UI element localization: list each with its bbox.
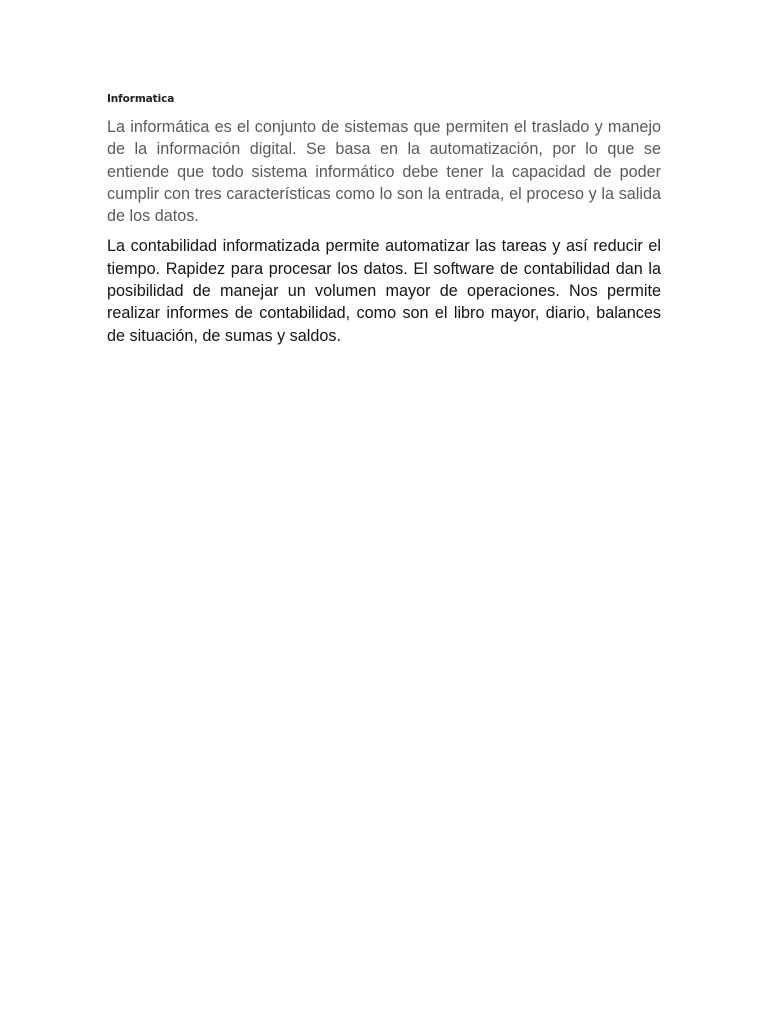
document-title: Informatica: [107, 93, 175, 105]
paragraph-contabilidad: La contabilidad informatizada permite automatizar las tareas y así reducir el tiempo. Rapidez para procesar los datos. El software de contabilidad dan la posibilidad de manejar un volumen mayor de operaciones. Nos permite realizar informes de contabilidad, como son el libro mayor, diario, balances de situación, de sumas y saldos.: [107, 237, 661, 345]
document-page: [107, 93, 661, 347]
paragraph-informatica: La informática es el conjunto de sistemas que permiten el traslado y manejo de la información digital. Se basa en la automatización, por lo que se entiende que todo sistema informático debe tener la capacidad de poder cumplir con tres características como lo son la entrada, el proceso y la salida de los datos.: [107, 118, 661, 226]
